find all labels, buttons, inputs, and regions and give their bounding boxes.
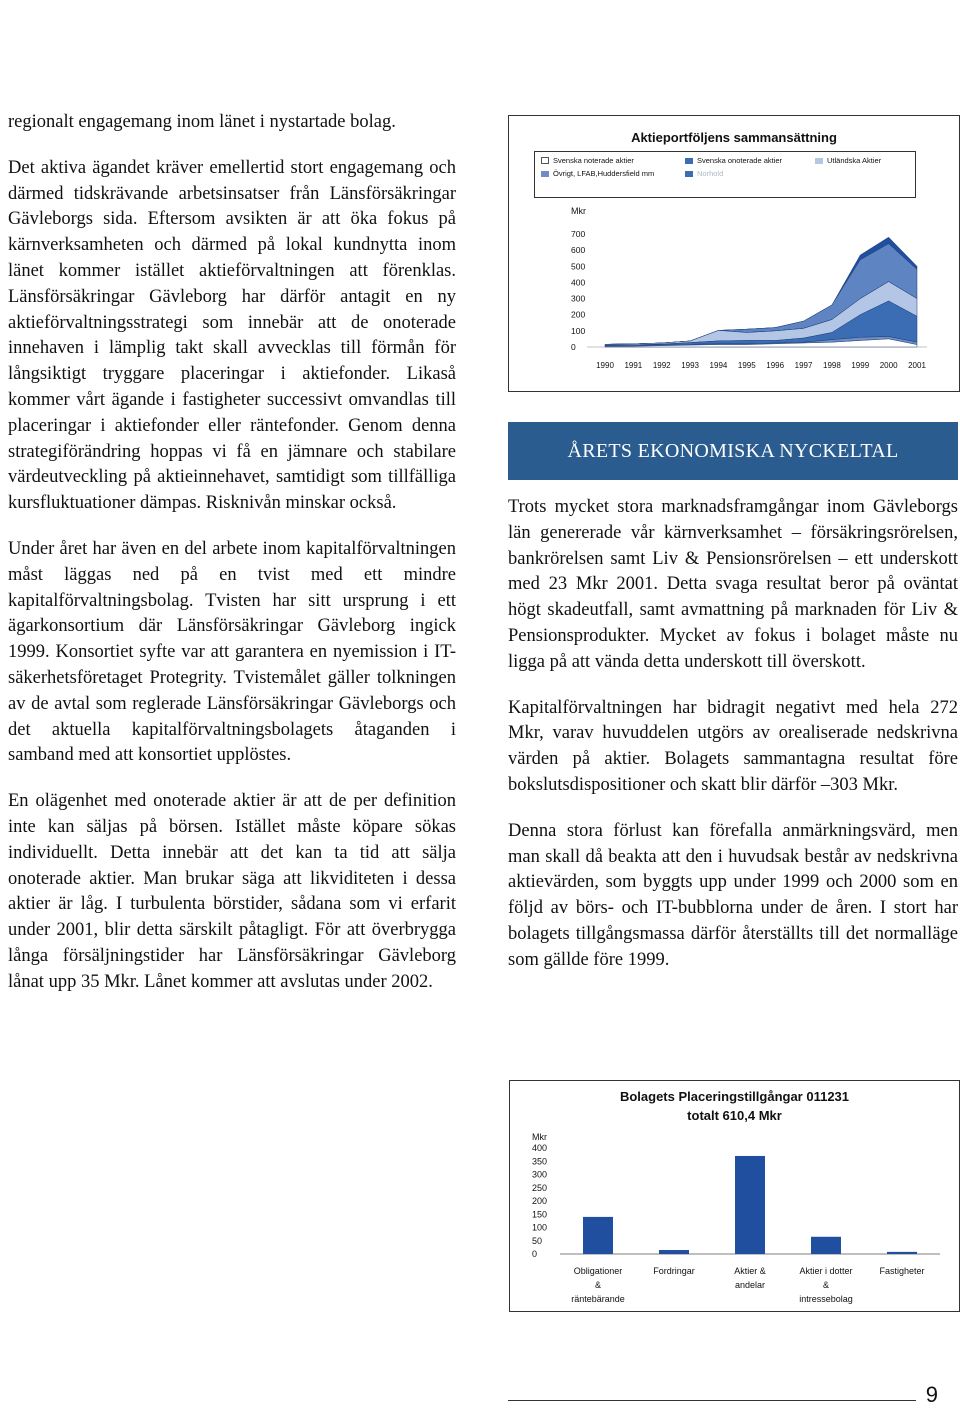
chart-title: Bolagets Placeringstillgångar 011231	[619, 1089, 850, 1104]
legend-label: Utländska Aktier	[827, 156, 882, 165]
bar	[735, 1156, 765, 1254]
x-tick-label: Fordringar	[653, 1266, 695, 1276]
x-tick-label: 1996	[766, 361, 785, 370]
x-tick-label: 1995	[737, 361, 756, 370]
y-tick-label: 50	[532, 1235, 543, 1246]
legend-label: Norhold	[697, 169, 724, 178]
y-tick-label: 100	[532, 1222, 548, 1233]
paragraph: Under året har även en del arbete inom kapitalförvaltningen måst läggas ned på en tvist med ett mindre kapitalförvaltningsbolag. Tvisten har sitt ursprung i ett ägarkonsortium där Länsförsäkringar Gävleborg ingick 1999. Konsortiet syfte var att garantera en nyemission i IT-säkerhetsföretaget Protegrity. Tvistemålet gäller tolkningen av de avtal som reglerade Länsförsäkringar Gävleborgs och det aktuella kapitalförvaltningsbolagets åtaganden i samband med att konsortiet upplöstes.	[8, 538, 456, 766]
paragraph: Det aktiva ägandet kräver emellertid stort engagemang och därmed tidskrävande arbetsinsatser från Länsförsäkringar Gävleborgs sida. Eftersom avsikten är att öka fokus på kärnverksamheten och därmed på lokal kundnytta inom länet kommer istället aktieförvaltningen att förenklas. Länsförsäkringar Gävleborg har därför antagit en ny aktieförvaltningsstrategi som innebär att de onoterade innehaven i lämplig takt skall avvecklas till förmån för långsiktigt tryggare placeringar i aktiefonder. Likaså kommer vårt ägande i fastigheter successivt omvandlas till placeringar i aktiefonder eller räntefonder. Genom denna strategiförändring hoppas vi få en jämnare och stabilare värdeutveckling på aktieinnehavet, samtidigt som tillfälliga kursfluktuationer dämpas. Risknivån minskar också.	[8, 157, 456, 514]
x-tick-label: intressebolag	[799, 1294, 853, 1304]
chart-subtitle: totalt 610,4 Mkr	[687, 1108, 782, 1123]
paragraph: regionalt engagemang inom länet i nystartade bolag.	[8, 112, 396, 132]
bar	[887, 1252, 917, 1254]
banner-title: ÅRETS EKONOMISKA NYCKELTAL	[567, 439, 899, 462]
section-banner	[508, 422, 958, 480]
x-tick-label: 1999	[851, 361, 870, 370]
paragraph: Denna stora förlust kan förefalla anmärkningsvärd, men man skall då beakta att den i huvudsak består av nedskrivna aktievärden, som byggts upp under 1999 och 2000 som en följd av börs- och IT-bubblorna under de åren. I stort har bolagets tillgångsmassa därför återställts till det normalläge som gällde före 1999.	[508, 820, 958, 970]
chart-title: Aktieportföljens sammansättning	[631, 130, 837, 145]
y-tick-label: 300	[532, 1169, 548, 1180]
y-tick-label: 700	[571, 229, 586, 239]
x-tick-label: 1998	[823, 361, 841, 370]
x-tick-label: 1993	[681, 361, 699, 370]
y-tick-label: 300	[571, 293, 586, 304]
y-tick-label: 100	[571, 325, 586, 336]
x-tick-label: Aktier &	[734, 1266, 766, 1276]
paragraph: En olägenhet med onoterade aktier är att de per definition inte kan säljas på börsen. Istället måste köpare sökas individuellt. Detta innebär att det kan ta tid att sälja onoterade aktier. Man brukar säga att likviditeten i dessa aktier är låg. I turbulenta börstider, sådana som vi erfarit under 2001, blir detta särskilt påtagligt. För att överbrygga långa försäljningstider har Länsförsäkringar Gävleborg lånat upp 35 Mkr. Lånet kommer att avslutas under 2002.	[8, 791, 456, 992]
x-tick-label: 1994	[709, 361, 728, 370]
y-tick-label: 150	[532, 1209, 548, 1220]
y-tick-label: 200	[571, 309, 586, 320]
footer-rule	[508, 1400, 916, 1401]
y-tick-label: 600	[571, 245, 586, 256]
y-tick-label: 0	[532, 1249, 538, 1259]
x-tick-label: 2000	[879, 361, 898, 370]
left-column	[8, 110, 456, 1016]
bar-chart-svg	[510, 1081, 959, 1311]
paragraph: Kapitalförvaltningen har bidragit negativt med hela 272 Mkr, varav huvuddelen utgörs av orealiserade nedskrivna värden på aktier. Bolagets sammantagna resultat före bokslutsdispositioner och skatt blir därför –303 Mkr.	[508, 697, 958, 795]
x-tick-label: 1992	[652, 361, 671, 370]
x-tick-label: 2001	[908, 361, 926, 370]
x-tick-label: Fastigheter	[879, 1266, 925, 1276]
y-tick-label: 400	[532, 1143, 548, 1153]
x-tick-label: räntebärande	[571, 1294, 625, 1304]
legend-label: Svenska noterade aktier	[553, 156, 634, 165]
legend-label: Övrigt, LFAB,Huddersfield mm	[553, 169, 655, 178]
right-column	[508, 495, 958, 994]
y-tick-label: 400	[571, 277, 586, 288]
x-tick-label: andelar	[734, 1280, 766, 1290]
x-tick-label: 1991	[624, 361, 643, 370]
x-tick-label: &	[822, 1280, 830, 1290]
area-chart-svg	[509, 116, 959, 391]
y-tick-label: 500	[571, 261, 586, 272]
portfolio-area-chart	[508, 115, 960, 392]
x-tick-label: Aktier i dotter	[799, 1266, 853, 1276]
y-tick-label: 0	[571, 342, 576, 352]
page-number: 9	[925, 1382, 938, 1407]
x-tick-label: 1997	[794, 361, 813, 370]
assets-bar-chart	[509, 1080, 960, 1312]
paragraph: Trots mycket stora marknadsframgångar inom Gävleborgs län genererade vår kärnverksamhet – försäkringsrörelsen, bankrörelsen samt Liv & Pensionsrörelsen – ett underskott med 23 Mkr 2001. Detta svaga resultat beror på oväntat högt skadeutfall, samt avmattning på marknaden för Liv & Pensionsprodukter. Mycket av fokus i bolaget måste nu ligga på att vända detta underskott till överskott.	[508, 497, 958, 672]
legend-label: Svenska onoterade aktier	[697, 156, 783, 165]
y-tick-label: 350	[532, 1156, 548, 1167]
x-tick-label: Obligationer	[573, 1266, 623, 1276]
x-tick-label: 1990	[596, 361, 614, 370]
x-tick-label: &	[594, 1280, 602, 1290]
y-tick-label: 200	[532, 1196, 548, 1206]
y-axis-label: Mkr	[532, 1132, 547, 1142]
y-tick-label: 250	[532, 1182, 548, 1193]
y-axis-label: Mkr	[571, 206, 586, 216]
bar	[659, 1250, 689, 1254]
bar	[811, 1237, 841, 1254]
bar	[583, 1217, 613, 1254]
